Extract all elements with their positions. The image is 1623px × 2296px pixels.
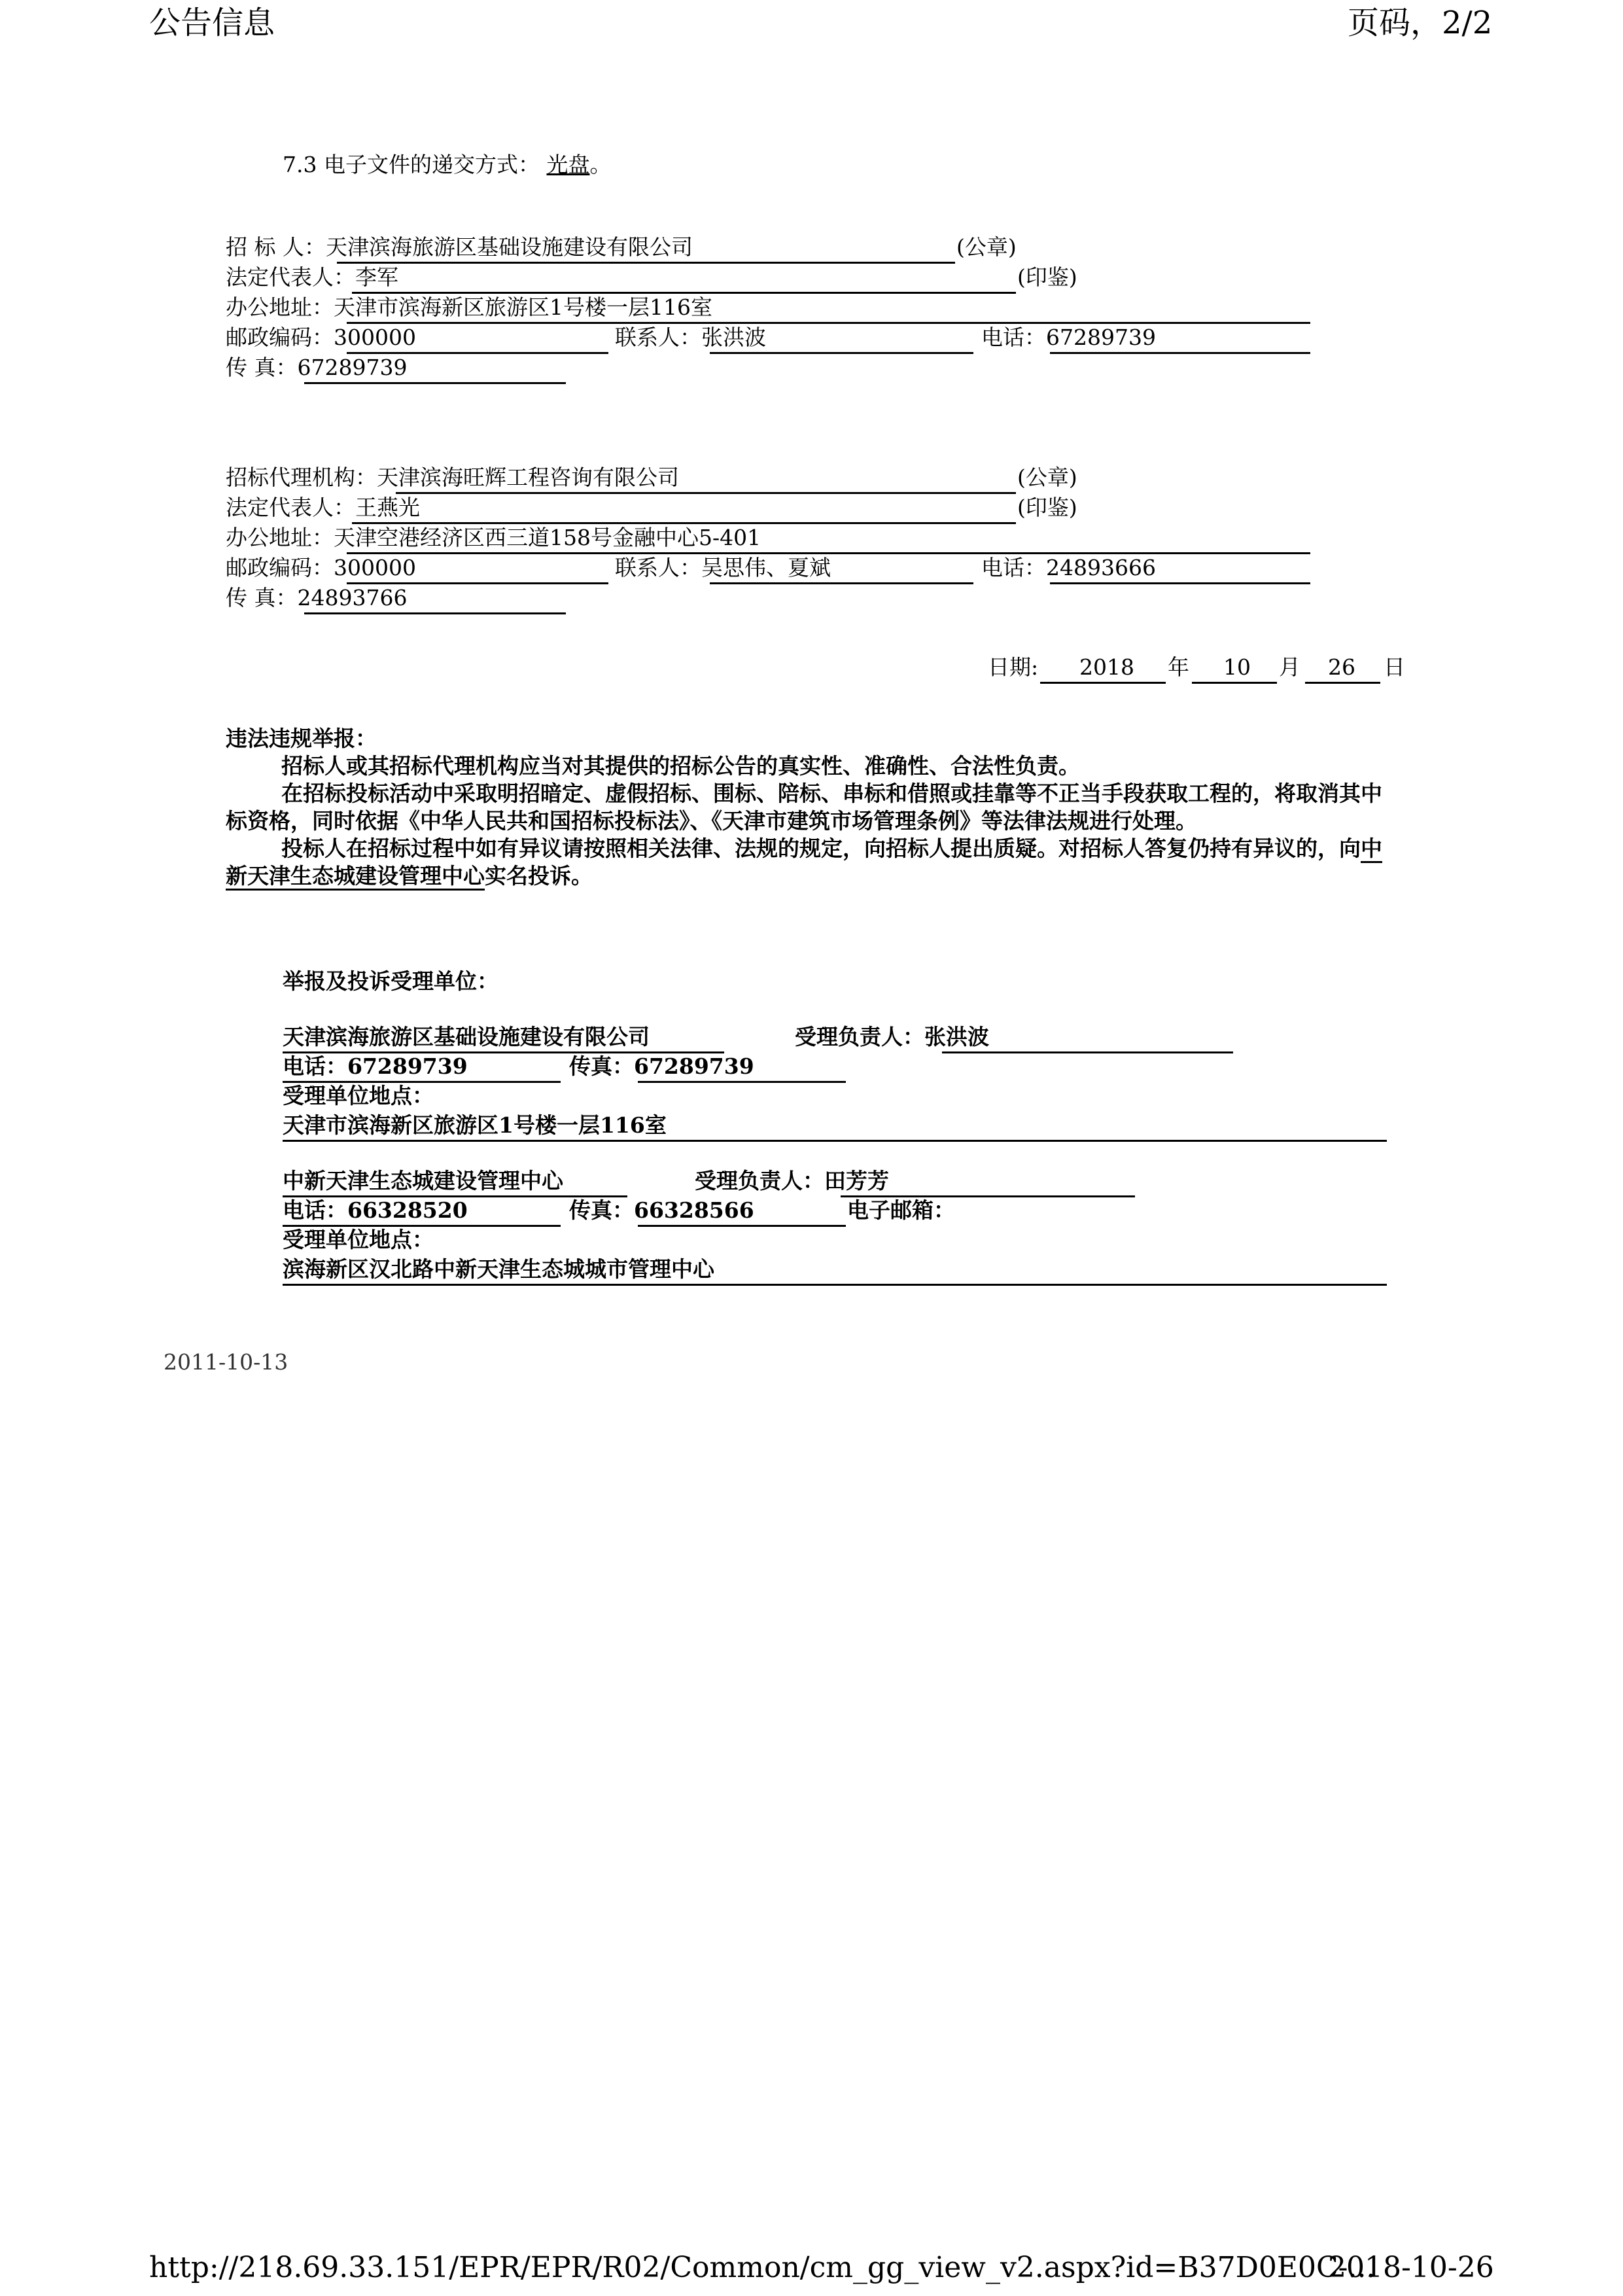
unit1-phone: 67289739 <box>347 1053 468 1079</box>
unit1-phone-label: 电话： <box>283 1053 347 1079</box>
tenderer-addr: 天津市滨海新区旅游区1号楼一层116室 <box>334 294 712 320</box>
tenderer-rep: 李军 <box>355 264 398 290</box>
date-year: 2018 <box>1079 654 1134 680</box>
unit2-person: 田芳芳 <box>824 1168 889 1193</box>
unit2-person-label: 受理负责人： <box>695 1168 824 1193</box>
tenderer-contact-label: 联系人： <box>615 325 701 350</box>
agent-addr: 天津空港经济区西三道158号金融中心5-401 <box>334 525 761 550</box>
tenderer-phone: 67289739 <box>1046 325 1156 350</box>
date-day-underline <box>1305 682 1380 684</box>
agent-rep-stamp: (印鉴) <box>1017 495 1077 520</box>
tenderer-fax-label: 传 真： <box>226 355 298 380</box>
section-7-3 <box>283 152 611 178</box>
tenderer-fax-underline <box>304 382 566 384</box>
date-year-unit: 年 <box>1168 654 1189 680</box>
section-7-3-value: 光盘 <box>546 152 590 177</box>
section-7-3-end: 。 <box>589 152 612 177</box>
tenderer-zip: 300000 <box>334 325 416 350</box>
agent-fax: 24893766 <box>297 585 408 610</box>
unit2-addr: 滨海新区汉北路中新天津生态城城市管理中心 <box>283 1256 714 1282</box>
unit1-addr: 天津市滨海新区旅游区1号楼一层116室 <box>283 1112 667 1138</box>
agent-contact-label: 联系人： <box>615 555 701 580</box>
tenderer-zip-label: 邮政编码： <box>226 325 334 350</box>
unit2-phone-label: 电话： <box>283 1197 347 1223</box>
unit2-fax-underline <box>638 1225 846 1227</box>
tenderer-rep-stamp: (印鉴) <box>1017 264 1077 290</box>
unit1-addr-label: 受理单位地点： <box>283 1083 434 1108</box>
unit2-addr-underline <box>283 1284 1387 1286</box>
tenderer-contact: 张洪波 <box>701 325 766 350</box>
agent-name: 天津滨海旺辉工程咨询有限公司 <box>377 465 679 490</box>
unit1-fax: 67289739 <box>634 1053 754 1079</box>
unit2-fax: 66328566 <box>634 1197 754 1223</box>
tenderer-zip-underline <box>347 352 608 354</box>
tenderer-addr-label: 办公地址： <box>226 294 334 320</box>
agent-phone: 24893666 <box>1046 555 1156 580</box>
violation-title: 违法违规举报： <box>226 726 377 751</box>
agent-name-label: 招标代理机构： <box>226 465 377 490</box>
violation-p2: 在招标投标活动中采取明招暗定、虚假招标、围标、陪标、串标和借照或挂靠等不正当手段获取工程的，将取消其中标资格，同时依据《中华人民共和国招标投标法》、《天津市建筑市场管理条例》等法律法规进行处理。 <box>226 781 1382 834</box>
agent-fax-underline <box>304 612 566 614</box>
violation-p3-b: 实名投诉。 <box>485 863 593 889</box>
complaint-title: 举报及投诉受理单位： <box>283 968 498 994</box>
doc-date: 2011-10-13 <box>164 1349 288 1375</box>
unit1-person-label: 受理负责人： <box>795 1024 924 1050</box>
agent-contact: 吴思伟、夏斌 <box>701 555 831 580</box>
violation-p1: 招标人或其招标代理机构应当对其提供的招标公告的真实性、准确性、合法性负责。 <box>281 753 1080 779</box>
tenderer-contact-underline <box>710 352 973 354</box>
date-month: 10 <box>1223 654 1251 680</box>
agent-zip-underline <box>347 582 608 584</box>
tenderer-phone-label: 电话： <box>981 325 1046 350</box>
footer-date: 2018-10-26 <box>1328 2251 1494 2284</box>
tenderer-fax: 67289739 <box>297 355 408 380</box>
page-number: 页码，2/2 <box>1348 5 1493 41</box>
date-label: 日期: <box>988 654 1039 680</box>
unit1-name: 天津滨海旅游区基础设施建设有限公司 <box>283 1024 650 1050</box>
date-day-unit: 日 <box>1384 654 1405 680</box>
unit1-person: 张洪波 <box>924 1024 989 1050</box>
agent-contact-underline <box>710 582 973 584</box>
tenderer-name-label: 招 标 人： <box>226 234 326 260</box>
agent-name-stamp: (公章) <box>1017 465 1077 490</box>
agent-phone-label: 电话： <box>981 555 1046 580</box>
date-month-underline <box>1192 682 1277 684</box>
unit1-fax-label: 传真： <box>569 1053 634 1079</box>
date-year-underline <box>1040 682 1166 684</box>
unit1-addr-underline <box>283 1140 1387 1142</box>
agent-zip: 300000 <box>334 555 416 580</box>
violation-p3-a: 投标人在招标过程中如有异议请按照相关法律、法规的规定，向招标人提出质疑。对招标人答复仍持有异议的，向 <box>281 836 1361 861</box>
unit2-fax-label: 传真： <box>569 1197 634 1223</box>
footer-url: http://218.69.33.151/EPR/EPR/R02/Common/cm_gg_view_v2.aspx?id=B37D0E0C-... <box>149 2251 1376 2284</box>
date-month-unit: 月 <box>1279 654 1300 680</box>
agent-phone-underline <box>1050 582 1310 584</box>
unit2-email-label: 电子邮箱： <box>847 1197 955 1223</box>
violation-section <box>226 725 1397 890</box>
agent-zip-label: 邮政编码： <box>226 555 334 580</box>
tenderer-name: 天津滨海旅游区基础设施建设有限公司 <box>325 234 693 260</box>
agent-rep: 王燕光 <box>355 495 420 520</box>
agent-addr-label: 办公地址： <box>226 525 334 550</box>
header-title: 公告信息 <box>149 5 275 41</box>
agent-fax-label: 传 真： <box>226 585 298 610</box>
date-day: 26 <box>1328 654 1355 680</box>
section-7-3-label: 7.3 电子文件的递交方式： <box>283 152 540 177</box>
agent-addr-underline <box>347 552 1310 554</box>
violation-p3 <box>226 835 1397 890</box>
unit2-addr-label: 受理单位地点： <box>283 1227 434 1252</box>
unit1-fax-underline <box>638 1081 846 1083</box>
tenderer-name-stamp: (公章) <box>956 234 1017 260</box>
tenderer-rep-underline <box>352 292 1016 294</box>
tenderer-name-underline <box>337 262 955 264</box>
unit2-name: 中新天津生态城建设管理中心 <box>283 1168 563 1193</box>
agent-name-underline <box>396 492 1016 494</box>
unit2-phone: 66328520 <box>347 1197 468 1223</box>
agent-rep-label: 法定代表人： <box>226 495 355 520</box>
tenderer-phone-underline <box>1050 352 1310 354</box>
tenderer-rep-label: 法定代表人： <box>226 264 355 290</box>
violation-p3-org: 中新天津生态城建设管理中心 <box>226 836 1382 891</box>
unit1-person-underline <box>942 1051 1233 1053</box>
agent-rep-underline <box>352 522 1016 524</box>
tenderer-addr-underline <box>347 322 1310 324</box>
